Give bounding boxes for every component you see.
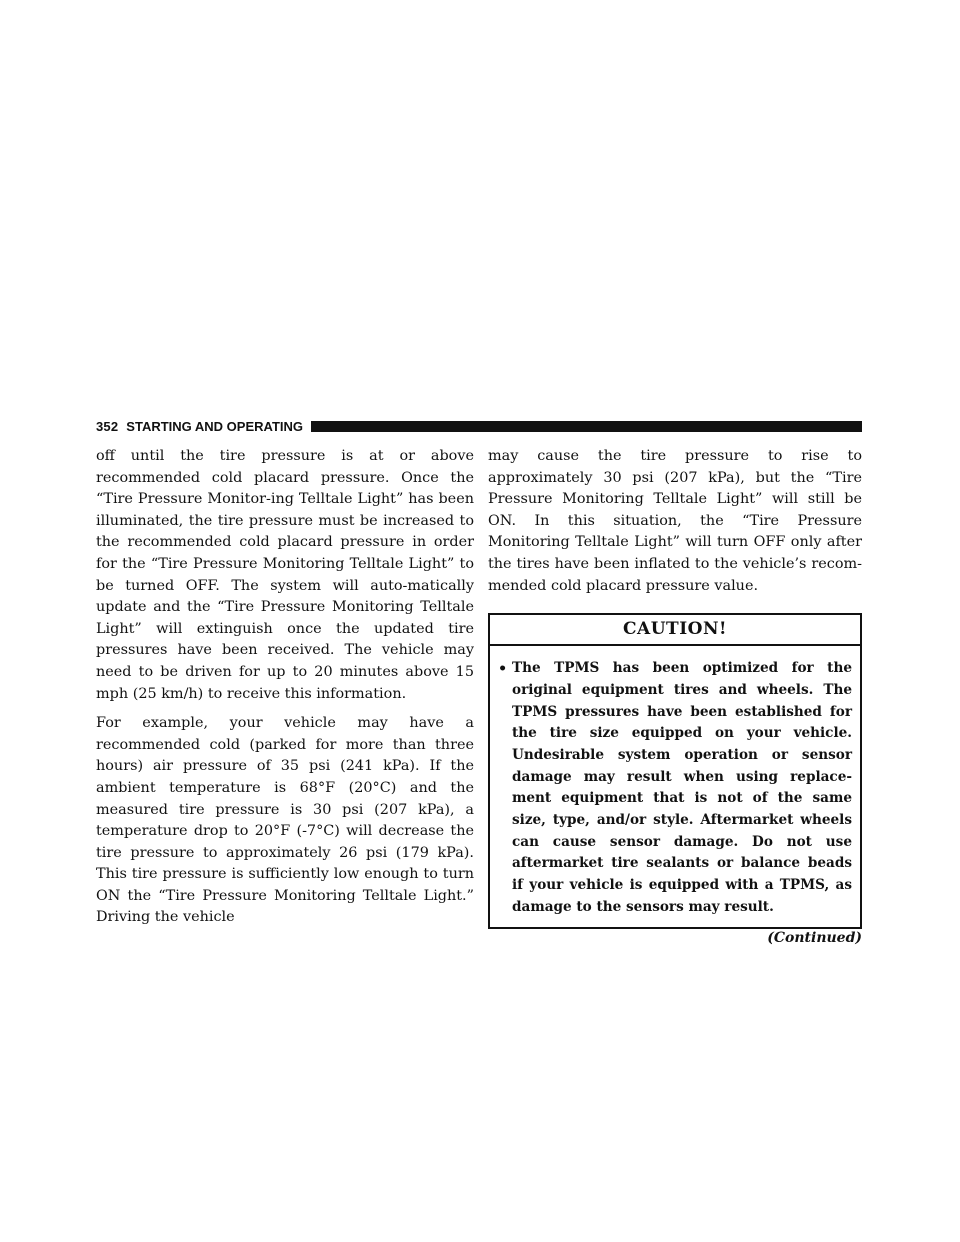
header-rule-bar <box>311 421 862 432</box>
continued-label: (Continued) <box>767 929 862 946</box>
caution-title: CAUTION! <box>490 615 860 646</box>
caution-text: The TPMS has been optimized for the original equipment tires and wheels. The TPMS pressures have been established for the tire size equipped on your vehicle. Undesirable system operation or sensor damage may result when using replace-ment equipment that is not of the same size, type, and/or style. Aftermarket wheels can cause sensor damage. Do not use aftermarket tire sealants or balance beads if your vehicle is equipped with a TPMS, as damage to the sensors may result. <box>512 660 852 915</box>
caution-body <box>490 646 860 926</box>
caution-box <box>488 613 862 928</box>
body-paragraph: may cause the tire pressure to rise to approximately 30 psi (207 kPa), but the “Tire Pressure Monitoring Telltale Light” will still be ON. In this situation, the “Tire Pressure Monitoring Telltale Light” will turn OFF only after the tires have been inflated to the vehicle’s recom-mended cold placard pressure value. <box>488 448 862 594</box>
bullet-icon: • <box>498 660 508 678</box>
page-number: 352 <box>96 418 119 434</box>
body-paragraph: off until the tire pressure is at or above recommended cold placard pressure. Once the “Tire Pressure Monitor-ing Telltale Light” has been illuminated, the tire pressure must be increased to the recommended cold placard pressure in order for the “Tire Pressure Monitoring Telltale Light” to be turned OFF. The system will auto-matically update and the “Tire Pressure Monitoring Telltale Light” will extinguish once the updated tire pressures have been received. The vehicle may need to be driven for up to 20 minutes above 15 mph (25 km/h) to receive this information. <box>96 448 474 702</box>
right-column <box>488 446 862 947</box>
left-column <box>96 446 474 937</box>
body-paragraph: For example, your vehicle may have a recommended cold (parked for more than three hours) air pressure of 35 psi (241 kPa). If the ambient temperature is 68°F (20°C) and the measured tire pressure is 30 psi (207 kPa), a temperature drop to 20°F (-7°C) will decrease the tire pressure to approximately 26 psi (179 kPa). This tire pressure is sufficiently low enough to turn ON the “Tire Pressure Monitoring Telltale Light.” Driving the vehicle <box>96 715 474 926</box>
section-title: STARTING AND OPERATING <box>126 418 303 434</box>
page-header <box>96 418 862 434</box>
